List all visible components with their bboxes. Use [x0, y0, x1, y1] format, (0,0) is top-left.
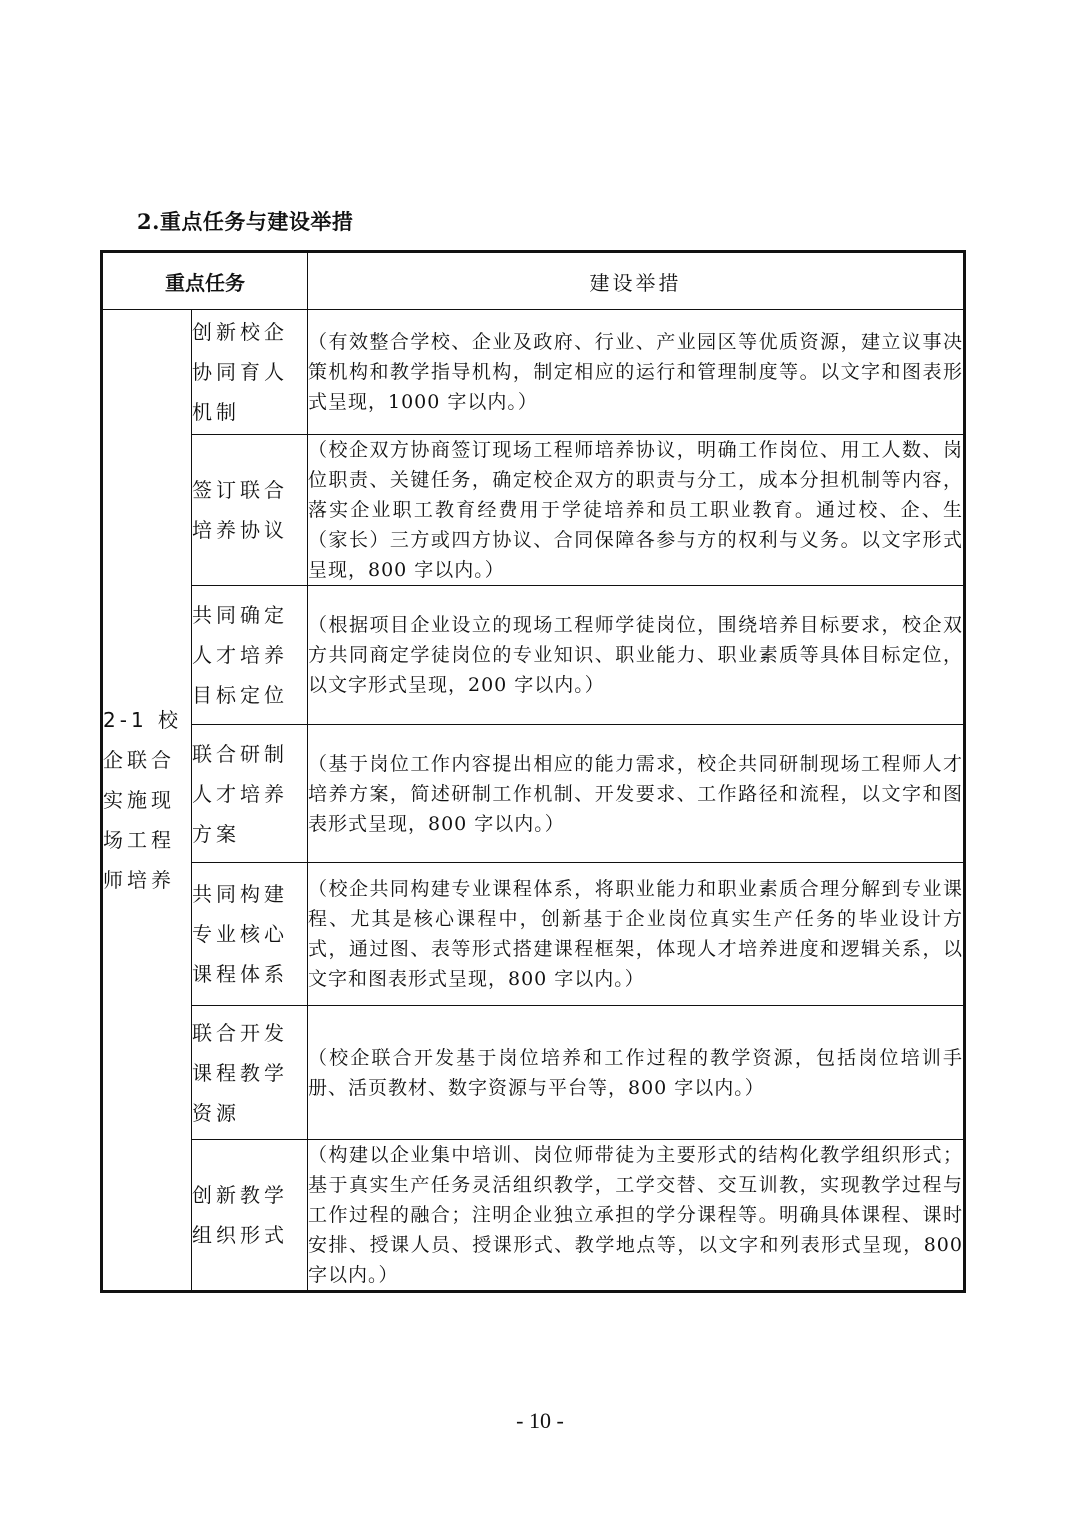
table-row: [102, 863, 965, 1006]
table-row: [102, 586, 965, 725]
measure-text: （校企共同构建专业课程体系，将职业能力和职业素质合理分解到专业课程、尤其是核心课程中，创新基于企业岗位真实生产任务的毕业设计方式，通过图、表等形式搭建课程框架，体现人才培养进度和逻辑关系，以文字和图表形式呈现，800 字以内。）: [308, 863, 965, 1006]
measure-text: （校企联合开发基于岗位培养和工作过程的教学资源，包括岗位培训手册、活页教材、数字资源与平台等，800 字以内。）: [308, 1006, 965, 1140]
task-name: 共同确定人才培养目标定位: [192, 586, 308, 725]
table-header-row: [102, 252, 965, 310]
task-name: 联合开发课程教学资源: [192, 1006, 308, 1140]
task-name: 签订联合培养协议: [192, 435, 308, 586]
table-row: [102, 1006, 965, 1140]
header-measures: 建设举措: [308, 252, 965, 310]
measure-text: （根据项目企业设立的现场工程师学徒岗位，围绕培养目标要求，校企双方共同商定学徒岗位的专业知识、职业能力、职业素质等具体目标定位，以文字形式呈现，200 字以内。）: [308, 586, 965, 725]
measure-text: （构建以企业集中培训、岗位师带徒为主要形式的结构化教学组织形式；基于真实生产任务灵活组织教学，工学交替、交互训教，实现教学过程与工作过程的融合；注明企业独立承担的学分课程等。明确具体课程、课时安排、授课人员、授课形式、教学地点等，以文字和列表形式呈现，800 字以内。）: [308, 1140, 965, 1292]
measure-text: （有效整合学校、企业及政府、行业、产业园区等优质资源，建立议事决策机构和教学指导机构，制定相应的运行和管理制度等。以文字和图表形式呈现，1000 字以内。）: [308, 310, 965, 435]
task-name: 创新校企协同育人机制: [192, 310, 308, 435]
header-tasks: 重点任务: [102, 252, 308, 310]
task-name: 联合研制人才培养方案: [192, 725, 308, 863]
table-row: [102, 435, 965, 586]
page-number: - 10 -: [516, 1408, 564, 1433]
tasks-measures-table: [100, 250, 966, 1293]
table-row: [102, 1140, 965, 1292]
section-heading: 2.重点任务与建设举措: [137, 209, 354, 234]
task-name: 共同构建专业核心课程体系: [192, 863, 308, 1006]
table-row: [102, 725, 965, 863]
table-row: [102, 310, 965, 435]
task-name: 创新教学组织形式: [192, 1140, 308, 1292]
measure-text: （基于岗位工作内容提出相应的能力需求，校企共同研制现场工程师人才培养方案，简述研制工作机制、开发要求、工作路径和流程，以文字和图表形式呈现，800 字以内。）: [308, 725, 965, 863]
task-group-label: 2-1 校企联合实施现场工程师培养: [102, 310, 192, 1292]
measure-text: （校企双方协商签订现场工程师培养协议，明确工作岗位、用工人数、岗位职责、关键任务，确定校企双方的职责与分工，成本分担机制等内容，落实企业职工教育经费用于学徒培养和员工职业教育。通过校、企、生（家长）三方或四方协议、合同保障各参与方的权利与义务。以文字形式呈现，800 字以内。）: [308, 435, 965, 586]
